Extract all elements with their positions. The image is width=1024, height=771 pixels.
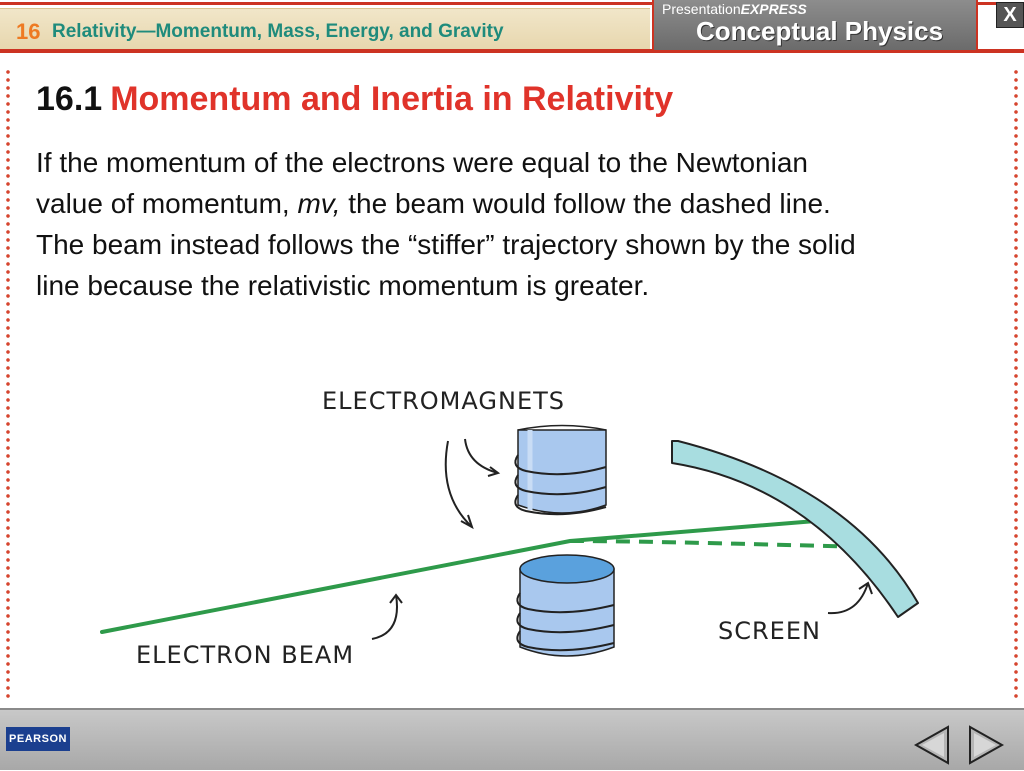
lower-electromagnet	[517, 555, 614, 656]
brand-logo	[652, 0, 978, 50]
electromagnets-arrow-lower	[446, 441, 472, 527]
label-arrows	[372, 439, 872, 639]
slide-body-text	[36, 142, 866, 306]
upper-electromagnet	[515, 426, 606, 515]
electron-beam-diagram	[90, 375, 940, 675]
close-button[interactable]: X	[996, 2, 1024, 28]
section-title: Momentum and Inertia in Relativity	[110, 80, 674, 118]
chapter-strip	[0, 8, 650, 50]
body-text-end: the beam would follow the dashed line. The beam instead follows the “stiffer” trajectory shown by the solid line because the relativistic momentum is greater.	[36, 188, 856, 301]
electromagnets-arrow-upper	[465, 439, 498, 473]
section-number: 16.1	[36, 80, 103, 118]
footer-bar	[0, 708, 1024, 770]
right-dotted-border	[1014, 68, 1018, 698]
label-screen: SCREEN	[718, 617, 821, 645]
top-header	[0, 0, 1024, 62]
label-electromagnets: ELECTROMAGNETS	[322, 387, 565, 415]
brand-presentation-label: Presentation	[662, 1, 741, 17]
next-slide-button[interactable]	[966, 724, 1006, 766]
brand-conceptual-physics: Conceptual Physics	[696, 16, 944, 46]
brand-express-label: EXPRESS	[740, 1, 807, 17]
slide-heading	[36, 80, 673, 119]
previous-slide-button[interactable]	[912, 724, 952, 766]
chapter-title: Relativity—Momentum, Mass, Energy, and Gravity	[52, 21, 504, 42]
chapter-number: 16	[16, 19, 41, 44]
triangle-left-icon	[912, 724, 952, 766]
body-text-mv: mv,	[297, 188, 341, 219]
label-electron-beam: ELECTRON BEAM	[136, 641, 355, 669]
left-dotted-border	[6, 68, 10, 698]
electron-beam-solid-line	[102, 520, 828, 632]
pearson-logo: PEARSON	[6, 727, 70, 751]
electron-beam-dashed-line	[570, 541, 870, 547]
body-text-start: If the momentum of the electrons were equal to the Newtonian value of momentum,	[36, 147, 808, 219]
brand-presentation-express	[662, 1, 807, 17]
triangle-right-icon	[966, 724, 1006, 766]
beam-arrow	[372, 595, 397, 639]
